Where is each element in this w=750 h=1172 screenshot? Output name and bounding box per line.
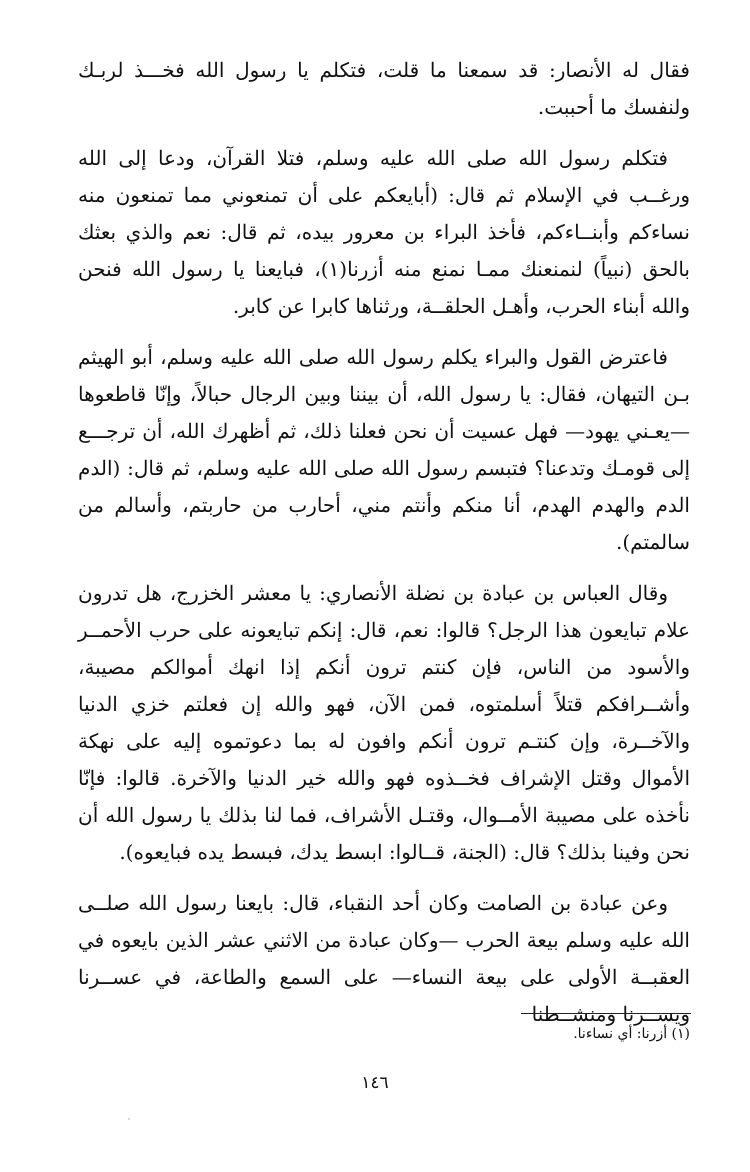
footnote: (١) أزرنا: أي نساءنا. (573, 1026, 690, 1042)
paragraph-1: فقال له الأنصار: قد سمعنا ما قلت، فتكلم يا رسول الله فخـــذ لربـك ولنفسك ما أحببت. (78, 58, 690, 119)
paragraph-3: فاعترض القول والبراء يكلم رسول الله صلى الله عليه وسلم، أبو الهيثم بـن التيهان، فقال: يا رسول الله، أن بيننا وبين الرجال حبالاً، وإنّا قاطعوها —يعـني يهود— فهل عسيت أن نحن فعلنا ذلك، ثم أظهرك الله، أن ترجـــع إلى قومـك وتدعنا؟ فتبسم رسول الله صلى الله عليه وسلم، ثم قال: (الدم الدم والهدم الهدم، أنا منكم وأنتم مني، أحارب من حاربتم، وأسالم من سالمتم). (78, 345, 690, 554)
paragraph-5: وعن عبادة بن الصامت وكان أحد النقباء، قال: بايعنا رسول الله صلــى الله عليه وسلم بيعة الحرب —وكان عبادة من الاثني عشر الذين بايعوه في العقبــة الأولى على بيعة النساء— على السمع والطاعة، في عســرنا ويســرنا ومنشــطنا (78, 891, 690, 1026)
page-number: ١٤٦ (361, 1073, 389, 1093)
body-text (78, 52, 690, 1047)
footnote-divider (521, 1013, 691, 1014)
paragraph-2: فتكلم رسول الله صلى الله عليه وسلم، فتلا القرآن، ودعا إلى الله ورغــب في الإسلام ثم قال: (أبايعكم على أن تمنعوني مما تمنعون منه نساءكم وأبنــاءكم، فأخذ البراء بن معرور بيده، ثم قال: نعم والذي بعثك بالحق (نبياً) لنمنعنك ممـا نمنع منه أزرنا(١)، فبايعنا يا رسول الله فنحن والله أبناء الحرب، وأهـل الحلقــة، ورثناها كابرا عن كابر. (78, 146, 690, 318)
paragraph-4: وقال العباس بن عبادة بن نضلة الأنصاري: يا معشر الخزرج، هل تدرون علام تبايعون هذا الرجل؟ قالوا: نعم، قال: إنكم تبايعونه على حرب الأحمــر والأسود من الناس، فإن كنتم ترون أنكم إذا انهك أموالكم مصيبة، وأشــرافكم قتلاً أسلمتوه، فمن الآن، فهو والله إن فعلتم خزي الدنيا والآخــرة، وإن كنتـم ترون أنكم وافون له بما دعوتموه إليه على نهكة الأموال وقتل الإشراف فخــذوه فهو والله خير الدنيا والآخرة. قالوا: فإنّا نأخذه على مصيبة الأمــوال، وقتـل الأشراف، فما لنا بذلك يا رسول الله أن نحن وفينا بذلك؟ قال: (الجنة، قــالوا: ابسط يدك، فبسط يده فبايعوه). (78, 581, 690, 864)
scan-speck (128, 1118, 130, 1120)
